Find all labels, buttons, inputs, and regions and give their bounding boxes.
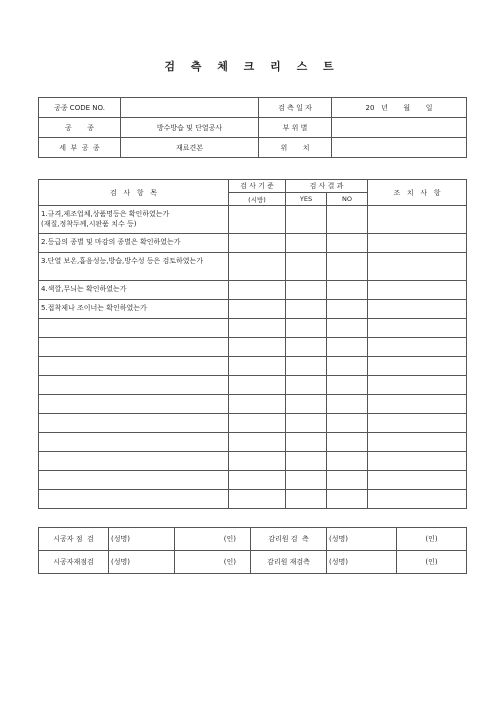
checklist-item-cell — [39, 338, 229, 357]
checklist-row — [39, 300, 467, 319]
checklist-yes-cell[interactable] — [286, 206, 327, 234]
checklist-yes-cell[interactable] — [286, 253, 327, 281]
checklist-standard-cell[interactable] — [229, 357, 286, 376]
location-label: 위 치 — [259, 138, 332, 158]
contractor-recheck-label: 시공자재점검 — [39, 551, 109, 574]
checklist-standard-cell[interactable] — [229, 414, 286, 433]
checklist-row — [39, 471, 467, 490]
contractor-check-seal[interactable]: (인) — [175, 528, 251, 551]
checklist-no-cell[interactable] — [327, 490, 368, 509]
checklist-row — [39, 490, 467, 509]
checklist-row — [39, 433, 467, 452]
part-label: 부 위 별 — [259, 118, 332, 138]
checklist-yes-cell[interactable] — [286, 414, 327, 433]
col-action-header: 조 치 사 항 — [368, 180, 467, 206]
checklist-item-cell — [39, 319, 229, 338]
checklist-no-cell[interactable] — [327, 234, 368, 253]
work-type-value[interactable]: 방수방습 및 단열공사 — [121, 118, 259, 138]
checklist-no-cell[interactable] — [327, 253, 368, 281]
checklist-item-cell: 5.접착제나 조이너는 확인하였는가 — [39, 300, 229, 319]
checklist-no-cell[interactable] — [327, 395, 368, 414]
checklist-action-cell[interactable] — [368, 414, 467, 433]
checklist-action-cell[interactable] — [368, 357, 467, 376]
checklist-no-cell[interactable] — [327, 319, 368, 338]
checklist-row — [39, 338, 467, 357]
checklist-standard-cell[interactable] — [229, 206, 286, 234]
checklist-yes-cell[interactable] — [286, 490, 327, 509]
checklist-standard-cell[interactable] — [229, 338, 286, 357]
checklist-no-cell[interactable] — [327, 414, 368, 433]
inspection-date-value[interactable]: 20 년 월 일 — [332, 98, 467, 118]
supervisor-check-label: 감리원 검 측 — [251, 528, 327, 551]
checklist-item-cell: 3.단열 보온,흡음성능,방습,방수성 등은 검토하였는가 — [39, 253, 229, 281]
contractor-check-name[interactable]: (성명) — [109, 528, 175, 551]
col-item-header: 검 사 항 목 — [39, 180, 229, 206]
checklist-action-cell[interactable] — [368, 234, 467, 253]
checklist-action-cell[interactable] — [368, 395, 467, 414]
checklist-standard-cell[interactable] — [229, 253, 286, 281]
checklist-no-cell[interactable] — [327, 206, 368, 234]
checklist-no-cell[interactable] — [327, 471, 368, 490]
checklist-row — [39, 395, 467, 414]
project-code-label: 공종 CODE NO. — [39, 98, 121, 118]
checklist-yes-cell[interactable] — [286, 452, 327, 471]
checklist-item-cell: 1.규격,제조업체,상품명등은 확인하였는가 (재질,정착두께,시판품 치수 등) — [39, 206, 229, 234]
checklist-table — [38, 179, 467, 509]
checklist-action-cell[interactable] — [368, 338, 467, 357]
contractor-check-label: 시공자 점 검 — [39, 528, 109, 551]
checklist-standard-cell[interactable] — [229, 281, 286, 300]
checklist-row — [39, 376, 467, 395]
part-value[interactable] — [332, 118, 467, 138]
checklist-standard-cell[interactable] — [229, 452, 286, 471]
checklist-item-cell — [39, 433, 229, 452]
detail-type-label: 세 부 공 종 — [39, 138, 121, 158]
checklist-row — [39, 281, 467, 300]
supervisor-recheck-seal[interactable]: (인) — [397, 551, 467, 574]
checklist-standard-cell[interactable] — [229, 471, 286, 490]
col-no-header: NO — [327, 193, 368, 206]
checklist-no-cell[interactable] — [327, 376, 368, 395]
checklist-action-cell[interactable] — [368, 281, 467, 300]
contractor-recheck-name[interactable]: (성명) — [109, 551, 175, 574]
checklist-standard-cell[interactable] — [229, 490, 286, 509]
supervisor-recheck-name[interactable]: (성명) — [327, 551, 397, 574]
checklist-row — [39, 253, 467, 281]
checklist-body — [39, 206, 467, 509]
col-standard-sub: (시방) — [229, 193, 286, 206]
signature-table — [38, 527, 467, 574]
supervisor-check-name[interactable]: (성명) — [327, 528, 397, 551]
col-yes-header: YES — [286, 193, 327, 206]
checklist-no-cell[interactable] — [327, 433, 368, 452]
checklist-item-cell — [39, 357, 229, 376]
checklist-action-cell[interactable] — [368, 300, 467, 319]
checklist-yes-cell[interactable] — [286, 338, 327, 357]
checklist-item-cell — [39, 471, 229, 490]
checklist-yes-cell[interactable] — [286, 234, 327, 253]
header-table — [38, 97, 467, 158]
checklist-row — [39, 357, 467, 376]
col-standard-header: 검 사 기 준 — [229, 180, 286, 193]
checklist-action-cell[interactable] — [368, 253, 467, 281]
checklist-action-cell[interactable] — [368, 452, 467, 471]
checklist-action-cell[interactable] — [368, 206, 467, 234]
checklist-item-cell: 2.등급의 종별 및 마감의 종별은 확인하였는가 — [39, 234, 229, 253]
checklist-yes-cell[interactable] — [286, 433, 327, 452]
checklist-item-cell — [39, 395, 229, 414]
location-value[interactable] — [332, 138, 467, 158]
checklist-action-cell[interactable] — [368, 376, 467, 395]
checklist-yes-cell[interactable] — [286, 471, 327, 490]
page-title: 검 측 체 크 리 스 트 — [164, 60, 340, 73]
checklist-row — [39, 206, 467, 234]
checklist-no-cell[interactable] — [327, 357, 368, 376]
checklist-no-cell[interactable] — [327, 281, 368, 300]
checklist-item-cell — [39, 376, 229, 395]
inspection-date-label: 검 측 일 자 — [259, 98, 332, 118]
checklist-yes-cell[interactable] — [286, 319, 327, 338]
checklist-no-cell[interactable] — [327, 338, 368, 357]
checklist-action-cell[interactable] — [368, 319, 467, 338]
checklist-yes-cell[interactable] — [286, 395, 327, 414]
checklist-no-cell[interactable] — [327, 452, 368, 471]
checklist-yes-cell[interactable] — [286, 357, 327, 376]
checklist-item-cell: 4.색깔,무늬는 확인하였는가 — [39, 281, 229, 300]
checklist-no-cell[interactable] — [327, 300, 368, 319]
checklist-row — [39, 319, 467, 338]
checklist-standard-cell[interactable] — [229, 433, 286, 452]
checklist-action-cell[interactable] — [368, 433, 467, 452]
supervisor-check-seal[interactable]: (인) — [397, 528, 467, 551]
checklist-row — [39, 414, 467, 433]
contractor-recheck-seal[interactable]: (인) — [175, 551, 251, 574]
checklist-standard-cell[interactable] — [229, 395, 286, 414]
checklist-yes-cell[interactable] — [286, 376, 327, 395]
checklist-row — [39, 452, 467, 471]
supervisor-recheck-label: 감리원 재검측 — [251, 551, 327, 574]
checklist-item-cell — [39, 452, 229, 471]
checklist-yes-cell[interactable] — [286, 300, 327, 319]
project-code-value[interactable] — [121, 98, 259, 118]
detail-type-value[interactable]: 재료견본 — [121, 138, 259, 158]
checklist-standard-cell[interactable] — [229, 300, 286, 319]
checklist-action-cell[interactable] — [368, 471, 467, 490]
work-type-label: 공 종 — [39, 118, 121, 138]
col-result-header: 검 사 결 과 — [286, 180, 368, 193]
checklist-standard-cell[interactable] — [229, 376, 286, 395]
checklist-action-cell[interactable] — [368, 490, 467, 509]
checklist-row — [39, 234, 467, 253]
checklist-standard-cell[interactable] — [229, 234, 286, 253]
checklist-yes-cell[interactable] — [286, 281, 327, 300]
checklist-item-cell — [39, 490, 229, 509]
checklist-standard-cell[interactable] — [229, 319, 286, 338]
checklist-item-cell — [39, 414, 229, 433]
